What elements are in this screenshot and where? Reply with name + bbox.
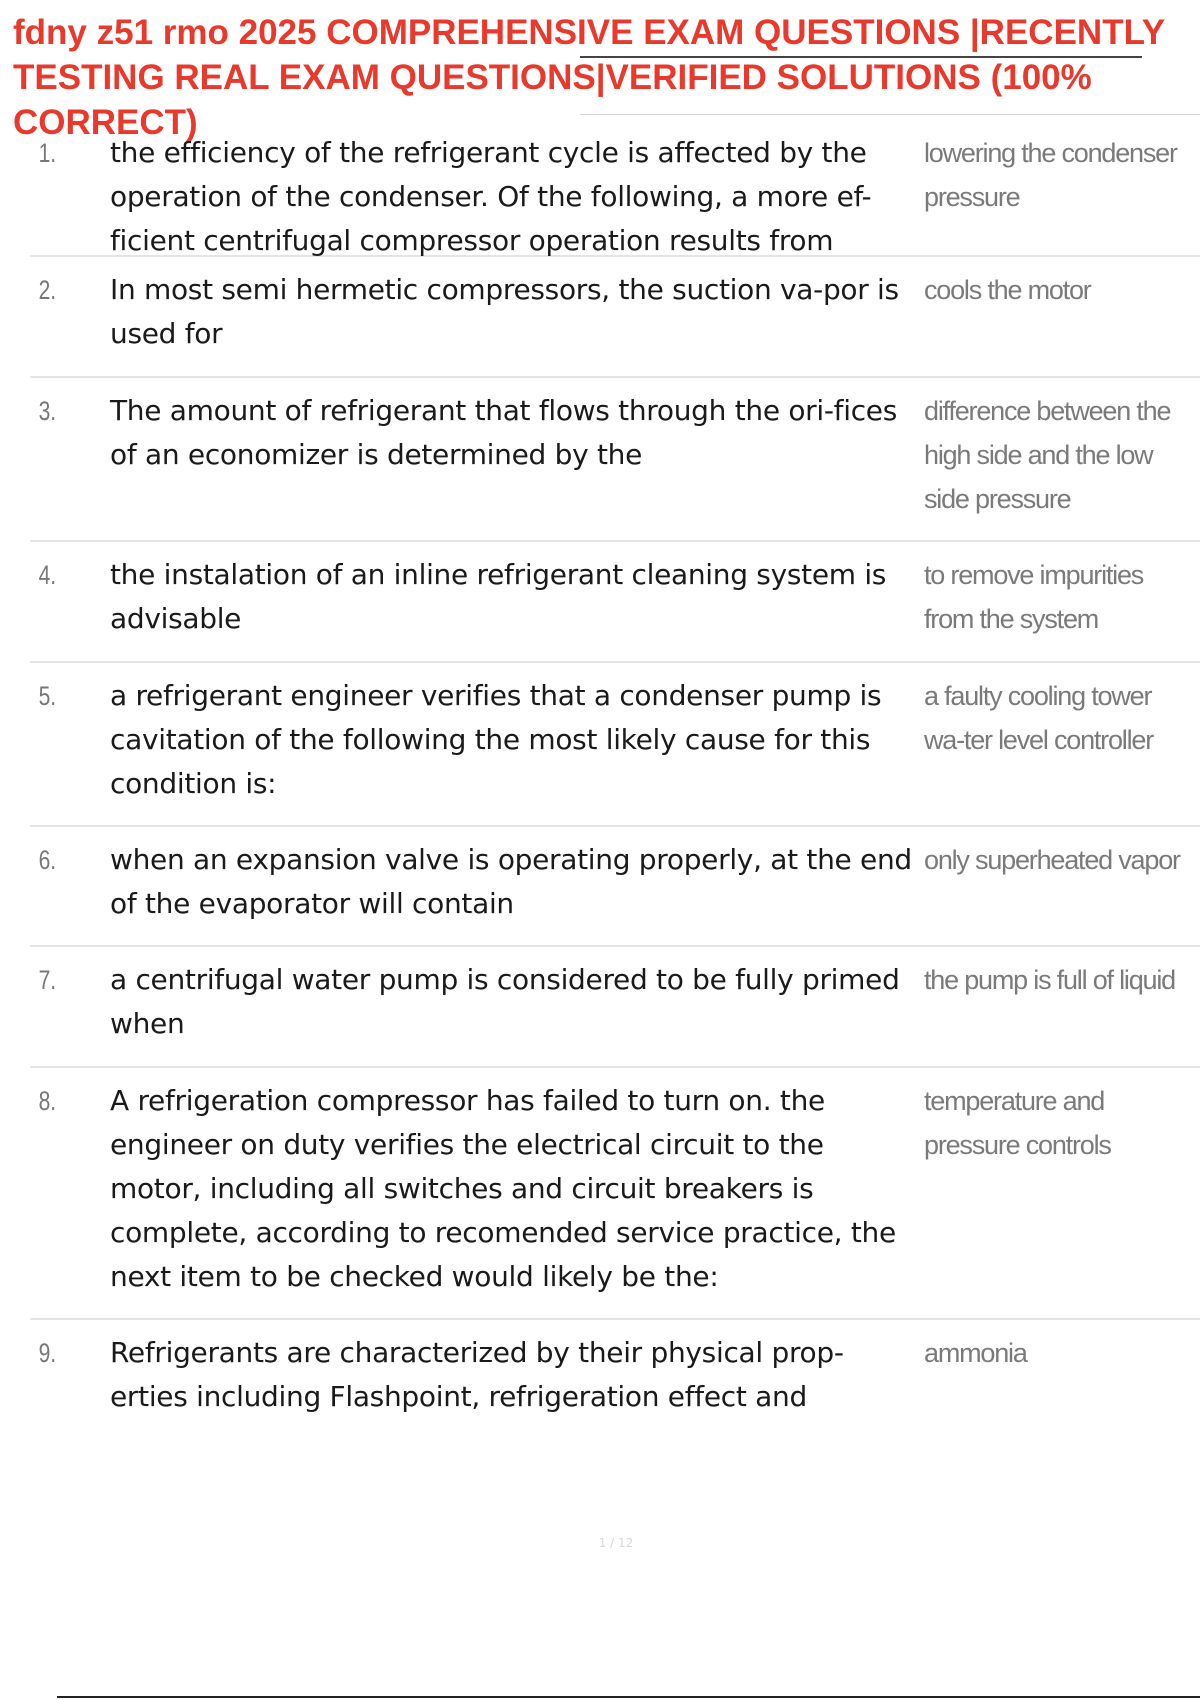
question-number: 5. bbox=[38, 681, 57, 711]
question-row bbox=[30, 663, 1200, 827]
answer-text: difference between the high side and the low side pressure bbox=[924, 396, 1171, 514]
question-text: a centrifugal water pump is considered to be fully primed when bbox=[110, 963, 900, 1040]
question-text: A refrigeration compressor has failed to turn on. the engineer on duty verifies the electrical circuit to the motor, including all switches and circuit breakers is complete, according to recomended service practice, the next item to be checked would likely be the: bbox=[110, 1084, 896, 1293]
question-text: Refrigerants are characterized by their physical prop-erties including Flashpoint, refrigeration effect and bbox=[110, 1336, 844, 1413]
question-text: In most semi hermetic compressors, the suction va-por is used for bbox=[110, 273, 899, 350]
answer-text: only superheated vapor bbox=[924, 845, 1180, 875]
answer-text: ammonia bbox=[924, 1338, 1027, 1368]
answer-text: a faulty cooling tower wa-ter level controller bbox=[924, 681, 1153, 755]
question-text: a refrigerant engineer verifies that a condenser pump is cavitation of the following the most likely cause for this condition is: bbox=[110, 679, 882, 800]
document-title: fdny z51 rmo 2025 COMPREHENSIVE EXAM QUESTIONS |RECENTLY TESTING REAL EXAM QUESTIONS|VERIFIED SOLUTIONS (100% CORRECT) bbox=[13, 13, 1166, 142]
question-number: 4. bbox=[38, 560, 57, 590]
question-row bbox=[30, 542, 1200, 663]
question-row bbox=[30, 1320, 1200, 1440]
question-number: 6. bbox=[38, 845, 57, 875]
question-text: the instalation of an inline refrigerant cleaning system is advisable bbox=[110, 558, 887, 635]
question-row bbox=[30, 1068, 1200, 1320]
question-row bbox=[30, 378, 1200, 542]
answer-text: lowering the condenser pressure bbox=[924, 138, 1177, 212]
question-text: when an expansion valve is operating properly, at the end of the evaporator will contain bbox=[110, 843, 912, 920]
question-number: 8. bbox=[38, 1086, 57, 1116]
answer-text: cools the motor bbox=[924, 275, 1091, 305]
question-number: 7. bbox=[38, 965, 57, 995]
question-text: the efficiency of the refrigerant cycle is affected by the operation of the condenser. Of the following, a more ef-ficient centrifugal compressor operation results from bbox=[110, 136, 872, 257]
question-row bbox=[30, 827, 1200, 947]
question-text: The amount of refrigerant that flows through the ori-fices of an economizer is determined by the bbox=[110, 394, 898, 471]
footer-rule bbox=[57, 1696, 1200, 1698]
question-number: 3. bbox=[38, 396, 57, 426]
question-list bbox=[30, 124, 1200, 1440]
question-number: 2. bbox=[38, 275, 57, 305]
answer-text: to remove impurities from the system bbox=[924, 560, 1144, 634]
answer-text: the pump is full of liquid bbox=[924, 965, 1175, 995]
question-row bbox=[30, 257, 1200, 378]
question-row bbox=[30, 124, 1200, 257]
question-row bbox=[30, 947, 1200, 1068]
question-number: 9. bbox=[38, 1338, 57, 1368]
page-number: 1 / 12 bbox=[598, 1536, 634, 1550]
question-number: 1. bbox=[38, 138, 57, 168]
answer-text: temperature and pressure controls bbox=[924, 1086, 1111, 1160]
